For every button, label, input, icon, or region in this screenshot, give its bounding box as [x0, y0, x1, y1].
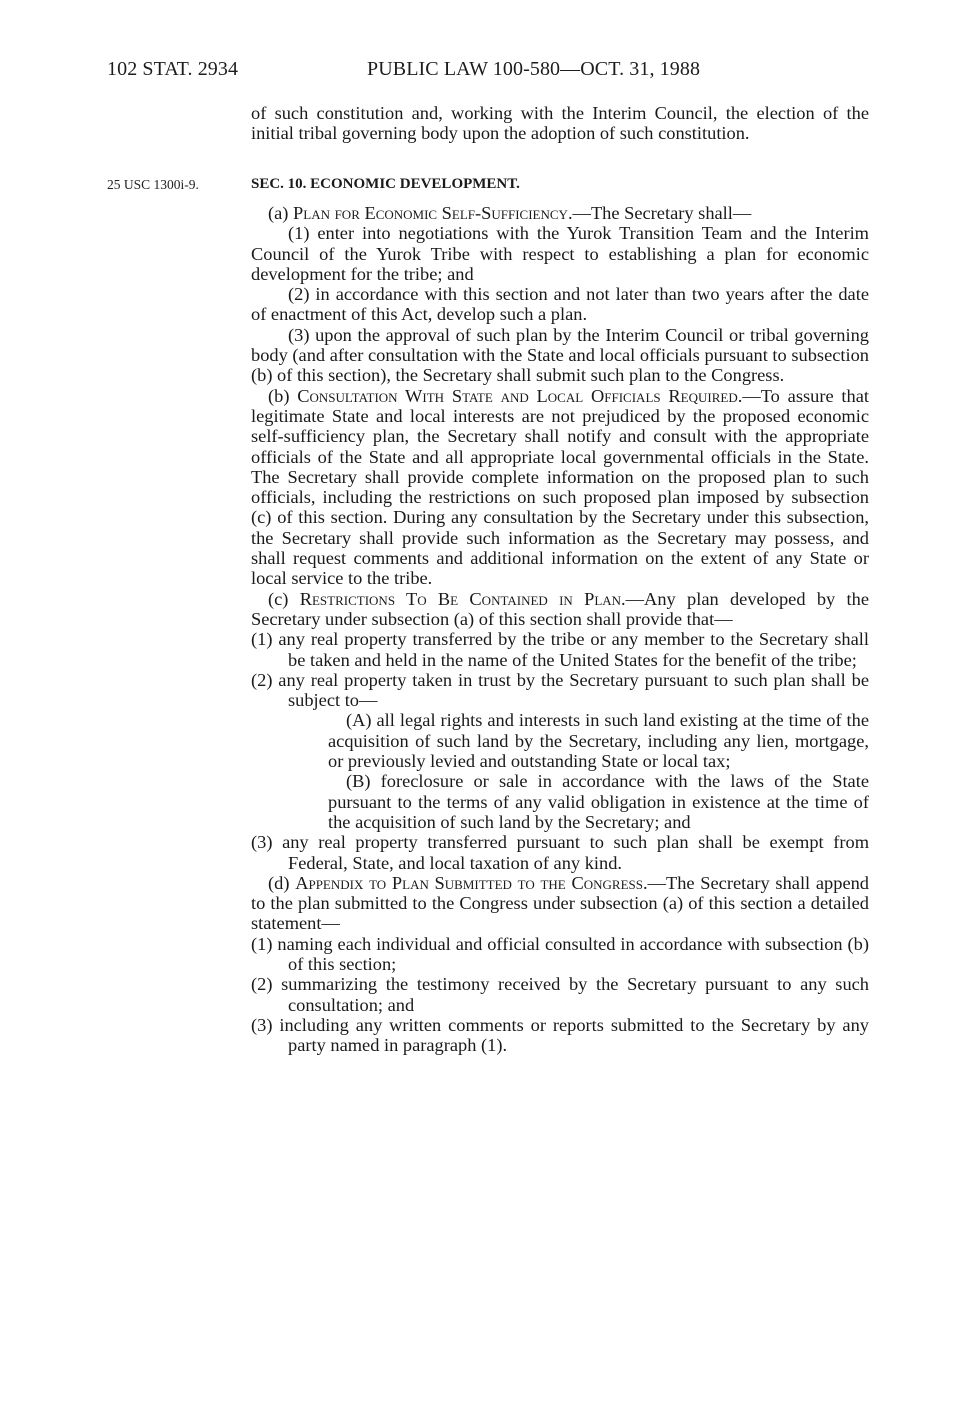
subsection-d — [251, 873, 869, 934]
subsection-d-label: (d) — [268, 872, 290, 893]
subsection-a — [251, 203, 869, 223]
subsection-c-subitem-a: (A) all legal rights and interests in such land existing at the time of the acquisition of such land by the Secretary, including any lien, mortgage, or previously levied and outstanding State or local tax; — [328, 710, 869, 772]
section-heading: SEC. 10. ECONOMIC DEVELOPMENT. — [251, 176, 520, 192]
intro-text: of such constitution and, working with the Interim Council, the election of the initial tribal governing body upon the adoption of such constitution. — [251, 103, 869, 144]
subsection-a-caption: Plan for Economic Self-Sufficiency. — [293, 203, 573, 223]
subsection-a-item-2: (2) in accordance with this section and not later than two years after the date of enactment of this Act, develop such a plan. — [251, 284, 869, 325]
subsection-d-item-3: (3) including any written comments or reports submitted to the Secretary by any party named in paragraph (1). — [251, 1014, 869, 1056]
subsection-b-text: —To assure that legitimate State and local interests are not prejudiced by the proposed economic self-sufficiency plan, the Secretary shall notify and consult with the appropriate officials of the State and all appropriate local governmental officials in the State. The Secretary shall provide complete information on the proposed plan to such officials, including the restrictions on such proposed plan imposed by subsection (c) of this section. During any consultation by the Secretary under this subsection, the Secretary shall provide such information as the Secretary may possess, and shall request comments and additional information on the extent of any State or local service to the tribe. — [251, 385, 869, 589]
subsection-c-label: (c) — [268, 588, 289, 609]
subsection-b — [251, 386, 869, 589]
subsection-d-text: —The Secretary shall append to the plan submitted to the Congress under subsection (a) of this section a detailed statement— — [251, 872, 869, 934]
intro-paragraph — [251, 103, 869, 144]
subsection-a-item-3: (3) upon the approval of such plan by the Interim Council or tribal governing body (and after consultation with the State and local officials pursuant to subsection (b) of this section), the Secretary shall submit such plan to the Congress. — [251, 324, 869, 386]
subsection-b-caption: Consultation With State and Local Officials Required. — [297, 385, 743, 406]
subsection-c-item-1: (1) any real property transferred by the tribe or any member to the Secretary shall be taken and held in the name of the United States for the benefit of the tribe; — [251, 629, 869, 670]
section-body — [251, 203, 869, 1055]
subsection-d-caption: Appendix to Plan Submitted to the Congress. — [295, 872, 648, 893]
subsection-d-item-2: (2) summarizing the testimony received by the Secretary pursuant to any such consultation; and — [251, 974, 869, 1015]
subsection-c-text: —Any plan developed by the Secretary under subsection (a) of this section shall provide that— — [251, 588, 869, 629]
page-stat-number: 102 STAT. 2934 — [107, 58, 239, 80]
usc-margin-note: 25 USC 1300i-9. — [107, 177, 199, 192]
subsection-c-subitem-b: (B) foreclosure or sale in accordance with the laws of the State pursuant to the terms of any valid obligation in existence at the time of the acquisition of such land by the Secretary; and — [328, 771, 869, 832]
subsection-c-item-3: (3) any real property transferred pursuant to such plan shall be exempt from Federal, State, and local taxation of any kind. — [251, 832, 869, 873]
subsection-a-label: (a) — [268, 203, 289, 223]
subsection-c-caption: Restrictions To Be Contained in Plan. — [299, 588, 626, 609]
page-law-title: PUBLIC LAW 100-580—OCT. 31, 1988 — [367, 58, 701, 80]
subsection-c — [251, 589, 869, 630]
subsection-c-item-2: (2) any real property taken in trust by the Secretary pursuant to such plan shall be subject to— — [251, 669, 869, 711]
subsection-a-item-1: (1) enter into negotiations with the Yurok Transition Team and the Interim Council of the Yurok Tribe with respect to establishing a plan for economic development for the tribe; and — [251, 223, 869, 284]
subsection-b-label: (b) — [268, 385, 290, 406]
subsection-a-text: —The Secretary shall— — [572, 203, 752, 223]
subsection-d-item-1: (1) naming each individual and official consulted in accordance with subsection (b) of this section; — [251, 933, 869, 974]
